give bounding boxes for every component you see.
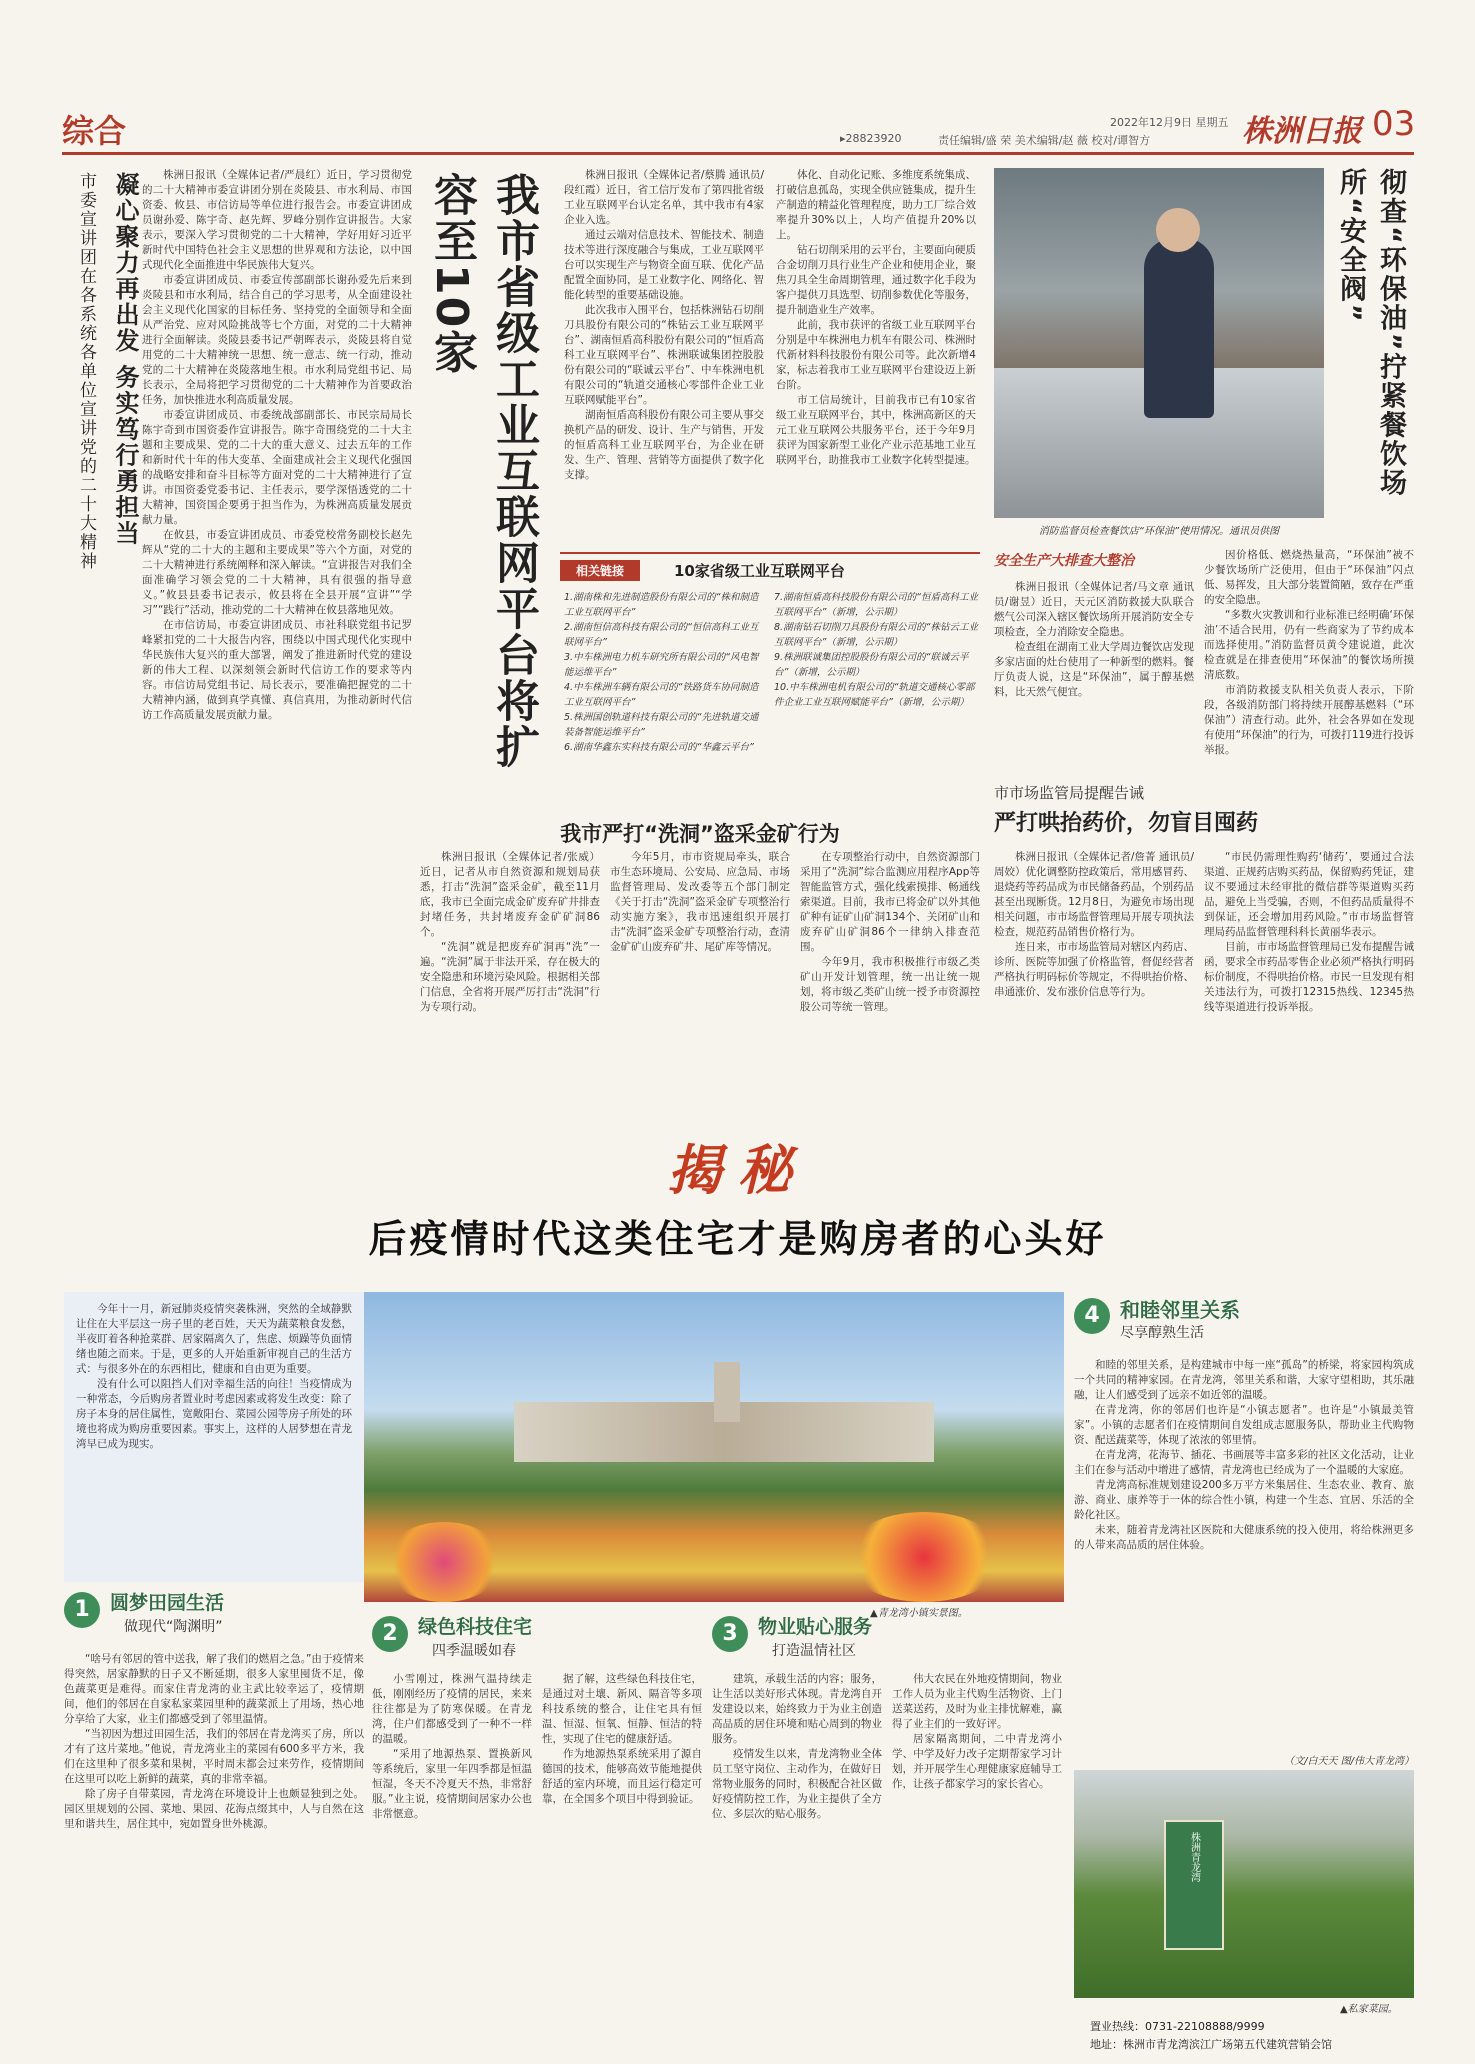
list-item: 9.株洲联诚集团控股股份有限公司的“联诚云平台”（新增，公示期） (774, 652, 969, 678)
section-4-body (1074, 1358, 1414, 1748)
page-number: 03 (1372, 104, 1416, 144)
kitchen-photo-caption: 消防监督员检查餐饮店“环保油”使用情况。通讯员供图 (1038, 526, 1280, 537)
drug-article-pretitle: 市市场监管局提醒告诫 (994, 784, 1145, 802)
paragraph: 检查组在湖南工业大学周边餐饮店发现多家店面的灶台使用了一种新型的燃料。餐厅负责人说，这是“环保油”，属于醇基燃料，比天然气便宜。 (994, 641, 1194, 698)
section-4-header (1074, 1292, 1414, 1352)
paragraph: 连日来，市市场监管局对辖区内药店、诊所、医院等加强了价格监管，督促经营者严格执行明码标价等规定，不得哄抬价格、串通涨价、发布涨价信息等行为。 (994, 941, 1194, 998)
left-article-title: 凝心聚力再出发 务实笃行勇担当 (111, 172, 139, 547)
section-subtitle: 四季温暖如春 (432, 1643, 516, 1659)
tower-shape (714, 1362, 740, 1422)
section-4-byline: （文/白天天 图/伟大青龙湾） (1284, 1756, 1414, 1767)
town-scenery-photo (364, 1292, 1064, 1602)
paragraph: 目前，市市场监督管理局已发布提醒告诫函，要求全市药品零售企业必须严格执行明码标价制度，不得哄抬价格。市民一旦发现有相关违法行为，可拨打12315热线、12345热线等渠道进行投诉举报。 (1204, 941, 1414, 1013)
paragraph: “啥号有邻居的管中送我，解了我们的燃眉之急。”由于疫情来得突然，居家静默的日子又不断延期，很多人家里囤货不足，像色蔬菜更是难得。而家住青龙湾的业主武比较幸运了，疫情期间，他们的邻居在自家私家菜园里种的蔬菜派上了用场，热心地分享给了大家，业主们都感受到了邻里温情。 (64, 1653, 364, 1725)
paragraph: 因价格低、燃烧热量高，“环保油”被不少餐饮场所广泛使用，但由于“环保油”闪点低、易挥发，且大部分装置简陋，致存在严重的安全隐患。 (1204, 549, 1414, 606)
section-title: 绿色科技住宅 (418, 1616, 533, 1638)
mining-article-title: 我市严打“洗洞”盗采金矿行为 (560, 822, 840, 846)
left-article-subtitle: 市委宣讲团在各系统各单位宣讲党的二十大精神 (76, 172, 96, 571)
garden-sign (1164, 1820, 1224, 1950)
paragraph: 在专项整治行动中，自然资源部门采用了“洗洞”综合监测应用程序App等智能监管方式，强化线索摸排、畅通线索渠道。目前，我市已将金矿以外其他矿种有证矿山矿洞134个、关闭矿山和废弃矿山矿洞86个一律纳入排查范围。 (800, 851, 980, 953)
list-item: 6.湖南华鑫东实科技有限公司的“华鑫云平台” (564, 742, 754, 753)
section-name: 综合 (62, 112, 127, 150)
paragraph: 市工信局统计，目前我市已有10家省级工业互联网平台，其中，株洲高新区的天元工业互联网公共服务平台，还于今年9月获评为国家新型工业化产业示范基地工业互联网平台，助推我市工业数字化转型提速。 (776, 394, 976, 466)
left-article-body (142, 168, 412, 1110)
drug-article-body-2 (1204, 850, 1414, 1112)
list-item: 1.湖南株和先进制造股份有限公司的“株和制造工业互联网平台” (564, 592, 759, 618)
contact-phone: 置业热线：0731-22108888/9999 (1090, 2020, 1265, 2033)
paragraph: 今年9月，我市积极推行市级乙类矿山开发计划管理，统一出让统一规划，将市级乙类矿山统一授予市资源控股公司等统一管理。 (800, 956, 980, 1013)
mining-article-body-2 (610, 850, 790, 1112)
section-number-badge: 4 (1074, 1298, 1110, 1334)
garden-sign-text: 株洲青龙湾 (1188, 1832, 1200, 1882)
paragraph: 市委宣讲团成员、市委统战部副部长、市民宗局局长陈宇奇到市国资委作宣讲报告。陈宇奇围绕党的二十大主题和主要成果、党的二十大的重大意义、过去五年的工作和新时代十年的伟大变革、全面建成社会主义现代化强国的战略安排和奋斗目标等方面对党的二十大精神进行了宣讲。市国资委党委书记、主任表示，要学深悟透党的二十大精神，国资国企要勇于担当作为，为株洲高质量发展贡献力量。 (142, 409, 412, 526)
paragraph: 在青龙湾，花海节、插花、书画展等丰富多彩的社区文化活动，让业主们在参与活动中增进了感情，青龙湾也已经成为了一个温暖的大家庭。 (1074, 1449, 1414, 1476)
section-subtitle: 打造温情社区 (772, 1643, 856, 1659)
feature-intro (64, 1292, 364, 1582)
related-link-tag: 相关链接 (560, 560, 640, 581)
hotline: ▸28823920 (840, 132, 902, 145)
list-item: 4.中车株洲车辆有限公司的“铁路货车协同制造工业互联网平台” (564, 682, 759, 708)
paragraph: 没有什么可以阻挡人们对幸福生活的向往！当疫情成为一种常态，今后购房者置业时考虑因素或将发生改变：除了房子本身的居住属性，宽敞阳台、菜园公园等房子所处的环境也将成为购房重要因素。事实上，这样的人居梦想在青龙湾早已成为现实。 (76, 1378, 352, 1450)
paragraph: 今年十一月，新冠肺炎疫情突袭株洲，突然的全域静默让住在大平层这一房子里的老百姓，天天为蔬菜粮食发愁，半夜盯着各种抢菜群、居家隔离久了，焦虑、烦躁等负面情绪也随之而来。于是，更多的人开始重新审视自己的生活方式：与很多外在的东西相比，健康和自由更为重要。 (76, 1303, 352, 1375)
list-item: 8.湖南钻石切削刀具股份有限公司的“株钻云工业互联网平台”（新增，公示期） (774, 622, 978, 648)
paragraph: 除了房子自带菜园，青龙湾在环境设计上也颇显独到之处。园区里规划的公园、菜地、果园、花海点缀其中，人与自然在这里和谐共生，居住其中，宛如置身世外桃源。 (64, 1788, 364, 1830)
paragraph: 小雪刚过，株洲气温持续走低，刚刚经历了疫情的居民，来来往往都是为了防寒保暖。在青龙湾，住户们都感受到了一种不一样的温暖。 (372, 1673, 532, 1745)
paragraph: 株洲日报讯（全媒体记者/马文章 通讯员/谢昱）近日，天元区消防救援大队联合燃气公司深入辖区餐饮场所开展消防安全专项检查，全力消除安全隐患。 (994, 581, 1194, 638)
list-item: 5.株洲国创轨道科技有限公司的“先进轨道交通装备智能运维平台” (564, 712, 759, 738)
section-number-badge: 1 (64, 1592, 100, 1628)
phone-icon: ▸ (840, 132, 846, 145)
list-item: 10.中车株洲电机有限公司的“轨道交通核心零部件企业工业互联网赋能平台”（新增，公示期） (774, 682, 975, 708)
list-item: 7.湖南恒盾高科技股份有限公司的“恒盾高科工业互联网平台”（新增，公示期） (774, 592, 978, 618)
mining-article-body-1 (420, 850, 600, 1112)
paragraph: 此次我市入围平台，包括株洲钻石切削刀具股份有限公司的“株钻云工业互联网平台”、湖南恒盾高科股份有限公司的“恒盾高科工业互联网平台”、株洲联诚集团控股股份有限公司的“联诚云平台”、中车株洲电机有限公司的“轨道交通核心零部件企业工业互联网赋能平台”。 (564, 304, 764, 406)
paragraph: 建筑，承载生活的内容；服务，让生活以美好形式体现。青龙湾自开发建设以来，始终致力于为业主创造高品质的居住环境和贴心周到的物业服务。 (712, 1673, 882, 1745)
related-list-left (564, 590, 764, 755)
section-2-body-a (372, 1672, 532, 2062)
paragraph: 在市信访局，市委宣讲团成员、市社科联党组书记罗峰紧扣党的二十大报告内容，围绕以中国式现代化实现中华民族伟大复兴的重大部署，阐发了推进新时代党的建设新的伟大工程、以深刻领会新时代信访工作的要求等内容。市信访局党组书记、局长表示，要准确把握党的二十大精神内涵，做到真学真懂、真信真用，为推动新时代信访工作高质量发展贡献力量。 (142, 619, 412, 721)
related-list-right (774, 590, 978, 710)
section-subtitle: 做现代“陶渊明” (124, 1619, 223, 1635)
lead-article-title: 我市省级工业互联网平台将扩容至10家 (426, 172, 539, 770)
section-1-header (64, 1588, 364, 1648)
list-item: 2.湖南恒信高科技有限公司的“恒信高科工业互联网平台” (564, 622, 759, 648)
paragraph: “市民仍需理性购药‘储药’，要通过合法渠道、正规药店购买药品，保留购药凭证，建议不要通过未经审批的微信群等渠道购买药品，避免上当受骗，否则，不但药品质量得不到保证，还会增加用药风险。”市市场监督管理局药品监督管理科科长黄丽华表示。 (1204, 851, 1414, 938)
paragraph: 株洲日报讯（全媒体记者/张威）近日，记者从市自然资源和规划局获悉，打击“洗洞”盗采金矿，截至11月底，我市已全面完成金矿废弃矿井排查封堵任务，共封堵废弃金矿矿洞86个。 (420, 851, 600, 938)
paragraph: “多数火灾教训和行业标准已经明确‘环保油’不适合民用，仍有一些商家为了节约成本而选择使用。”消防监督员黄令建说道，此次检查就是在排查使用“环保油”的餐饮场所摸清底数。 (1204, 609, 1414, 681)
section-number-badge: 3 (712, 1616, 748, 1652)
paragraph: 居家隔离期间，二中青龙湾小学、中学及好力改子定期帮家学习计划，并开展学生心理健康家庭辅导工作，让孩子都家学习的家长省心。 (892, 1733, 1062, 1790)
related-link-title: 10家省级工业互联网平台 (674, 562, 845, 580)
paragraph: “洗洞”就是把废弃矿洞再“洗”一遍。“洗洞”属于非法开采，存在极大的安全隐患和环境污染风险。根据相关部门信息，全省将开展严厉打击“洗洞”行为专项行动。 (420, 941, 600, 1013)
paragraph: 市消防救援支队相关负责人表示，下阶段，各级消防部门将持续开展醇基燃料（“环保油”）清查行动。此外，社会各界如在发现有使用“环保油”的行为，可拨打119进行投诉举报。 (1204, 684, 1414, 756)
paragraph: 体化、自动化记账、多维度系统集成、打破信息孤岛，实现全供应链集成，提升生产制造的精益化管理程度，助力工厂综合效率提升30%以上，人均产值提升20%以上。 (776, 169, 976, 241)
town-photo-caption: ▲青龙湾小镇实景图。 (870, 1608, 968, 1619)
safety-tag (994, 550, 1194, 574)
section-1-body (64, 1652, 364, 2062)
paragraph: 未来，随着青龙湾社区医院和大健康系统的投入使用，将给株洲更多的人带来高品质的居住体验。 (1074, 1524, 1414, 1551)
lead-article-body-2 (776, 168, 976, 546)
staff-line: 责任编辑/盛 荣 美术编辑/赵 薇 校对/谭智方 (938, 134, 1151, 147)
inspector-figure (1144, 238, 1214, 418)
kitchen-article-body-2 (1204, 548, 1414, 776)
section-2-body-b (542, 1672, 702, 2062)
feature-headline: 后疫情时代这类住宅才是购房者的心头好 (368, 1217, 1107, 1261)
paragraph: 此前，我市获评的省级工业互联网平台分别是中车株洲电力机车有限公司、株洲时代新材料科技股份有限公司等。此次新增4家，标志着我市工业互联网平台建设迈上新台阶。 (776, 319, 976, 391)
issue-date: 2022年12月9日 星期五 (1110, 116, 1229, 129)
section-2-header (372, 1612, 702, 1668)
section-title: 和睦邻里关系 (1120, 1298, 1240, 1322)
drug-article-body-1 (994, 850, 1194, 1112)
paragraph: 通过云端对信息技术、智能技术、制造技术等进行深度融合与集成，工业互联网平台可以实现生产与物资全面互联、优化产品配置全面协同，是工业数字化、网络化、智能化转型的重要基础设施。 (564, 229, 764, 301)
paragraph: “采用了地源热泵、置换新风等系统后，家里一年四季都是恒温恒湿，冬天不冷夏天不热，非常舒服。”业主说，疫情期间居家办公也非常惬意。 (372, 1748, 532, 1820)
kitchen-article-title: 彻查“环保油”拧紧餐饮场所“安全阀” (1335, 168, 1406, 498)
paragraph: 市委宣讲团成员、市委宣传部副部长谢孙爱先后来到炎陵县和市水利局，结合自己的学习思考，从全面建设社会主义现代化国家的目标任务、坚持党的全面领导和全面从严治党、应对风险挑战等七个方面，对党的二十大精神进行全面解读。炎陵县委书记严朝晖表示，炎陵县将自觉用党的二十大精神统一思想、统一意志、统一行动，推动党的二十大精神在炎陵落地生根。市水利局党组书记、局长表示，全局将把学习贯彻党的二十大精神作为首要政治任务，加快推进水利高质量发展。 (142, 274, 412, 406)
paragraph: 作为地源热泵系统采用了源自德国的技术，能够高效节能地提供舒适的室内环境，而且运行稳定可靠，在全国多个项目中得到验证。 (542, 1748, 702, 1805)
list-item: 3.中车株洲电力机车研究所有限公司的“风电智能运维平台” (564, 652, 759, 678)
section-subtitle: 尽享醇熟生活 (1120, 1325, 1204, 1341)
flower-cluster (384, 1522, 504, 1602)
section-title: 圆梦田园生活 (110, 1592, 225, 1614)
garden-photo-caption: ▲私家菜园。 (1340, 2004, 1398, 2015)
paragraph: 今年5月，市市资规局牵头，联合市生态环境局、公安局、应急局、市场监督管理局、发改委等五个部门制定《关于打击“洗洞”盗采金矿专项整治行动实施方案》，我市迅速组织开展打击“洗洞”盗采金矿专项整治行动，查清金矿矿山废弃矿井、尾矿库等情况。 (610, 851, 790, 953)
mining-article-body-3 (800, 850, 980, 1112)
private-garden-photo (1074, 1770, 1414, 1998)
paragraph: “当初因为想过田园生活，我们的邻居在青龙湾买了房，所以才有了这片菜地。”他说，青龙湾业主的菜园有600多平方米，我们在这里种了很多菜和果树，平时周末都会过来劳作，疫情期间在这里可以吃上新鲜的蔬菜，真的非常幸福。 (64, 1728, 364, 1785)
section-title: 物业贴心服务 (758, 1616, 873, 1638)
header-rule (62, 152, 1414, 155)
section-3-body-b (892, 1672, 1062, 2062)
section-3-header (712, 1612, 1062, 1668)
paragraph: 在青龙湾，你的邻居们也许是“小镇志愿者”。也许是“小镇最美管家”。小镇的志愿者们在疫情期间自发组成志愿服务队，帮助业主代购物资、配送蔬菜等，体现了浓浓的邻里情。 (1074, 1404, 1414, 1446)
newspaper-logo: 株洲日报 (1242, 114, 1362, 149)
drug-article-title: 严打哄抬药价，勿盲目囤药 (994, 811, 1259, 836)
paragraph: 青龙湾高标准规划建设200多万平方米集居住、生态农业、教育、旅游、商业、康养等于一体的综合性小镇，构建一个生态、宜居、乐活的全龄化社区。 (1074, 1479, 1414, 1521)
contact-address: 地址：株洲市青龙湾滨江广场第五代建筑营销会馆 (1090, 2038, 1332, 2051)
flower-cluster (844, 1512, 1004, 1602)
related-link-box (560, 552, 980, 796)
paragraph: 株洲日报讯（全媒体记者/蔡腾 通讯员/段红霞）近日，省工信厅发布了第四批省级工业互联网平台认定名单，其中我市有4家企业入选。 (564, 169, 764, 226)
safety-tag-text: 安全生产大排查大整治 (994, 553, 1134, 569)
paragraph: 株洲日报讯（全媒体记者/詹菁 通讯员/周姣）优化调整防控政策后，常用感冒药、退烧药等药品成为市民储备药品，个别药品甚至出现断货。12月8日，为避免市场出现相关问题，市市场监督管理局开展专项执法检查，规范药品销售价格行为。 (994, 851, 1194, 938)
feature-kicker: 揭秘 (667, 1139, 808, 1202)
lead-article-body-1 (564, 168, 764, 546)
kitchen-inspection-photo (994, 168, 1324, 518)
kitchen-article-body-1 (994, 580, 1194, 776)
paragraph: 伟大农民在外地疫情期间，物业工作人员为业主代购生活物资、上门送菜送药，及时为业主排忧解难，赢得了业主们的一致好评。 (892, 1673, 1062, 1730)
paragraph: 在攸县，市委宣讲团成员、市委党校常务副校长赵先辉从“党的二十大的主题和主要成果”等六个方面，对党的二十大精神进行系统阐释和深入解读。“宣讲报告对我们全面准确学习领会党的二十大精神，具有很强的指导意义。”攸县县委书记表示，攸县将在全县开展“宣讲”“学习”“践行”活动，推动党的二十大精神在攸县落地见效。 (142, 529, 412, 616)
inspector-head (1156, 208, 1200, 252)
page-header (0, 104, 1475, 150)
paragraph: 据了解，这些绿色科技住宅，是通过对土壤、新风、隔音等多项科技系统的整合，让住宅具有恒温、恒湿、恒氧、恒静、恒洁的特性，实现了住宅的健康舒适。 (542, 1673, 702, 1745)
paragraph: 和睦的邻里关系，是构建城市中每一座“孤岛”的桥梁，将家园构筑成一个共同的精神家园。在青龙湾，邻里关系和谐，大家守望相助，其乐融融，让人们感受到了远亲不如近邻的温暖。 (1074, 1359, 1414, 1401)
paragraph: 株洲日报讯（全媒体记者/严晨红）近日，学习贯彻党的二十大精神市委宣讲团分别在炎陵县、市水利局、市国资委、攸县、市信访局等单位进行报告会。市委宣讲团成员谢孙爱、陈宇奇、赵先辉、罗峰分别作宣讲报告。大家表示，要深入学习贯彻党的二十大精神，学好用好习近平新时代中国特色社会主义思想的世界观和方法论，以中国式现代化全面推进中华民族伟大复兴。 (142, 169, 412, 271)
paragraph: 湖南恒盾高科股份有限公司主要从事交换机产品的研发、设计、生产与销售，开发的恒盾高科工业互联网平台，为企业在研发、生产、管理、营销等方面提供了数字化支撑。 (564, 409, 764, 481)
section-3-body-a (712, 1672, 882, 2062)
paragraph: 疫情发生以来，青龙湾物业全体员工坚守岗位、主动作为，在做好日常物业服务的同时，积极配合社区做好疫情防控工作，为业主提供了全方位、多层次的贴心服务。 (712, 1748, 882, 1820)
section-number-badge: 2 (372, 1616, 408, 1652)
paragraph: 钻石切削采用的云平台，主要面向硬质合金切削刀具行业生产企业和使用企业，聚焦刀具全生命周期管理，通过数字化手段为客户提供刀具选型、切削参数优化等服务，提升制造业生产效率。 (776, 244, 976, 316)
